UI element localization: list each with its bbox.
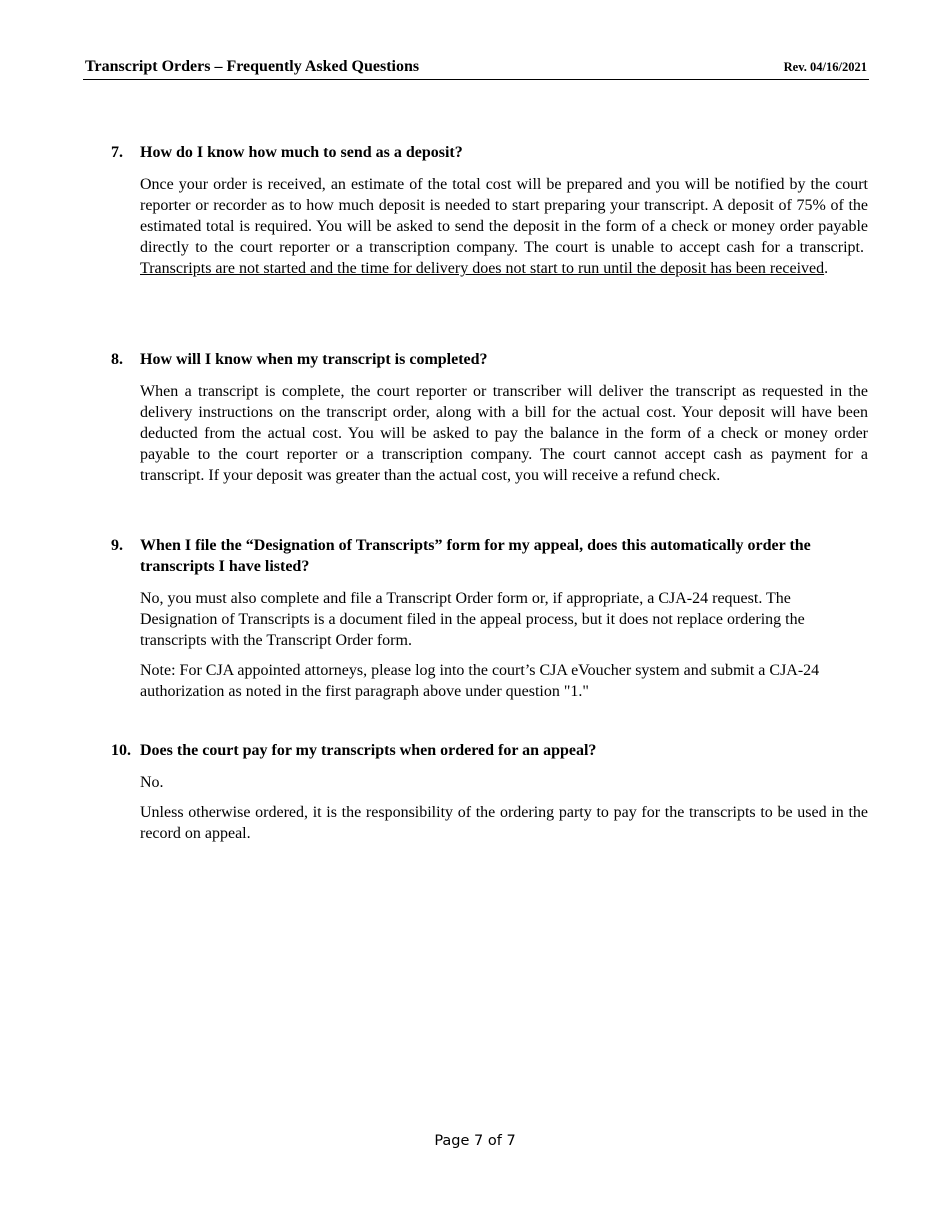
faq-answer: No. (140, 774, 164, 791)
faq-answer-end: . (824, 260, 829, 277)
faq-answer: No, you must also complete and file a Transcript Order form or, if appropriate, a CJA-24 request. The Designation of Transcripts is a document filed in the appeal process, but it does not replace ordering the transcripts with the Transcript Order form. (140, 590, 805, 649)
faq-question (111, 740, 868, 761)
faq-item-10 (111, 740, 868, 844)
page-number: Page 7 of 7 (434, 1133, 516, 1149)
faq-number: 8. (111, 351, 123, 368)
faq-answer (140, 174, 868, 279)
page-header (83, 56, 869, 80)
faq-question (111, 535, 868, 577)
header-revision-date: Rev. 04/16/2021 (783, 60, 867, 74)
faq-note: Note: For CJA appointed attorneys, please log into the court’s CJA eVoucher system and submit a CJA-24 authorization as noted in the first paragraph above under question "1." (140, 662, 820, 700)
faq-item-8 (111, 349, 868, 486)
faq-question-text: When I file the “Designation of Transcripts” form for my appeal, does this automatically order the transcripts I have listed? (140, 537, 811, 575)
faq-number: 7. (111, 144, 123, 161)
faq-answer-underlined: Transcripts are not started and the time for delivery does not start to run until the deposit has been received (140, 260, 825, 277)
faq-detail: Unless otherwise ordered, it is the responsibility of the ordering party to pay for the transcripts to be used in the record on appeal. (140, 804, 868, 842)
faq-answer: When a transcript is complete, the court reporter or transcriber will deliver the transcript as requested in the delivery instructions on the transcript order, along with a bill for the actual cost. Your deposit will have been deducted from the actual cost. You will be asked to pay the balance in the form of a check or money order payable to the court reporter or a transcription company. The court cannot accept cash as payment for a transcript. If your deposit was greater than the actual cost, you will receive a refund check. (140, 383, 868, 484)
faq-item-9 (111, 535, 868, 702)
faq-question-text: How do I know how much to send as a deposit? (140, 144, 463, 161)
faq-question (111, 142, 868, 163)
faq-answer-text: Once your order is received, an estimate of the total cost will be prepared and you will be notified by the court reporter or recorder as to how much deposit is needed to start preparing your transcript. A deposit of 75% of the estimated total is required. You will be asked to send the deposit in the form of a check or money order payable directly to the court reporter or a transcription company. The court is unable to accept cash for a transcript. (140, 176, 868, 256)
faq-question-text: Does the court pay for my transcripts when ordered for an appeal? (140, 742, 597, 759)
faq-question-text: How will I know when my transcript is completed? (140, 351, 488, 368)
faq-number: 9. (111, 537, 123, 554)
faq-question (111, 349, 868, 370)
header-title: Transcript Orders – Frequently Asked Questions (85, 58, 420, 75)
faq-number: 10. (111, 742, 131, 759)
faq-item-7 (111, 142, 868, 279)
